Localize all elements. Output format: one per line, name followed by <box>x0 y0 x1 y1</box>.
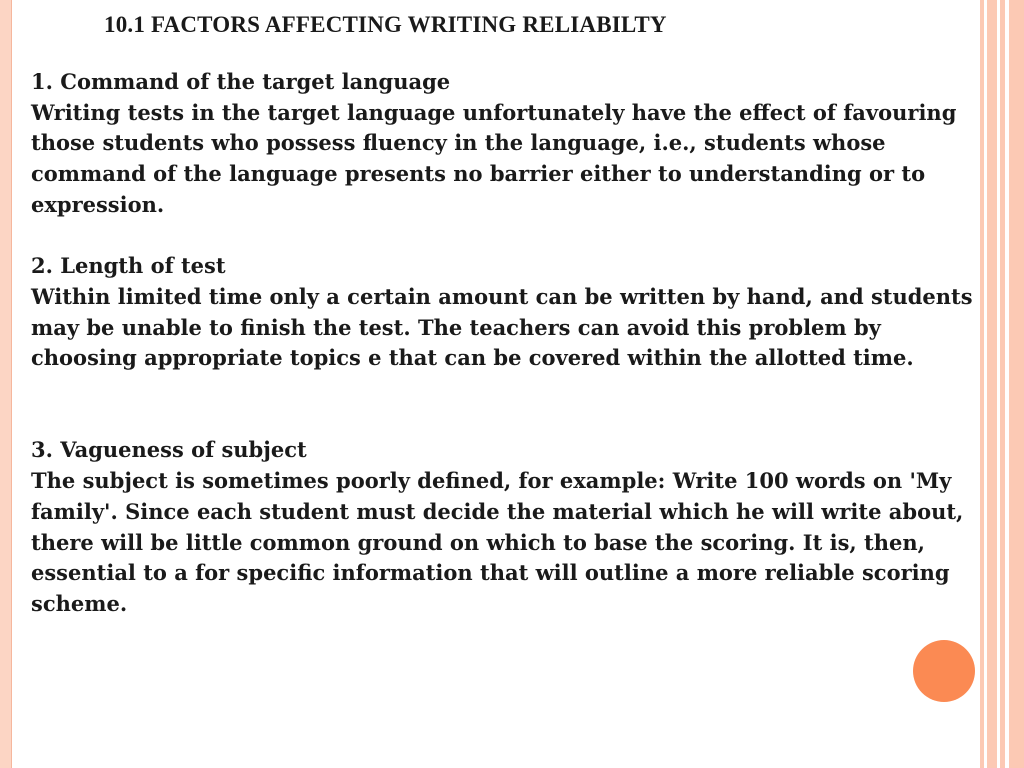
section-vagueness-of-subject <box>31 435 976 619</box>
section-length-of-test <box>31 251 976 374</box>
slide-content <box>31 67 976 620</box>
section-body: Within limited time only a certain amount can be written by hand, and students may be unable to finish the test. The teachers can avoid this problem by choosing appropriate topics e that can be covered within the allotted time. <box>31 283 973 371</box>
section-heading: 3. Vagueness of subject <box>31 437 307 463</box>
accent-circle-decoration <box>913 640 975 702</box>
slide-title: 10.1 FACTORS AFFECTING WRITING RELIABILTY <box>104 12 667 37</box>
section-body: The subject is sometimes poorly defined, for example: Write 100 words on 'My family'. Since each student must decide the material which he will write about, there will be little common ground on which to base the scoring. It is, then, essential to a for specific information that will outline a more reliable scoring scheme. <box>31 468 964 616</box>
stripe <box>1000 0 1005 768</box>
stripe <box>1009 0 1024 768</box>
section-heading: 2. Length of test <box>31 253 226 279</box>
stripe <box>987 0 997 768</box>
stripe <box>980 0 984 768</box>
section-heading: 1. Command of the target language <box>31 69 451 94</box>
right-stripes-decoration <box>978 0 1024 768</box>
section-command-of-language <box>31 67 976 221</box>
left-border-decoration <box>0 0 12 768</box>
section-body: Writing tests in the target language unfortunately have the effect of favouring those students who possess fluency in the language, i.e., students whose command of the language presents no barrier either to understanding or to expression. <box>31 99 957 217</box>
